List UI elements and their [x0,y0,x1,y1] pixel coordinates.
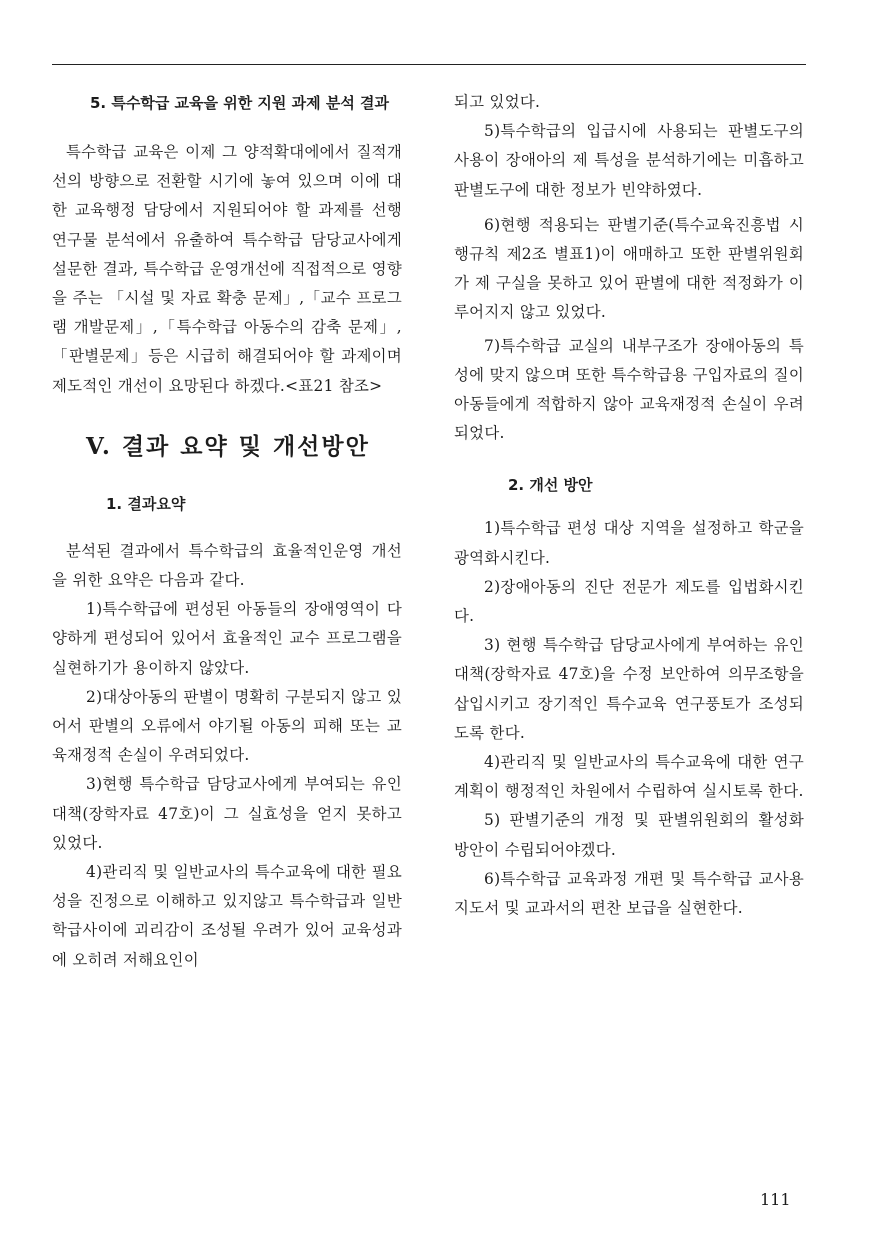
summary-intro: 분석된 결과에서 특수학급의 효율적인운영 개선을 위한 요약은 다음과 같다. [52,541,402,590]
plan-item-4: 4)관리직 및 일반교사의 특수교육에 대한 연구계획이 행정적인 차원에서 수립하여 실시토록 한다. [454,753,804,801]
summary-item-6: 6)현행 적용되는 판별기준(특수교육진흥법 시행규칙 제2조 별표1)이 애매하고 또한 판별위원회가 제 구실을 못하고 있어 판별에 대한 적정화가 이루어지지 않고 있었다. [454,215,804,322]
left-column [52,88,402,975]
top-rule [52,64,806,65]
section5-title: 5. 특수학급 교육을 위한 지원 과제 분석 결과 [90,94,390,112]
right-column [454,88,804,923]
summary-item-7: 7)특수학급 교실의 내부구조가 장애아동의 특성에 맞지 않으며 또한 특수학급용 구입자료의 질이 아동들에게 적합하지 않아 교육재정적 손실이 우려되었다. [454,336,804,443]
summary-item-4-continued: 되고 있었다. [454,93,541,111]
summary-subtitle: 1. 결과요약 [106,494,186,513]
page-number: 111 [760,1190,791,1209]
improvement-subtitle: 2. 개선 방안 [508,476,593,495]
plan-item-6: 6)특수학급 교육과정 개편 및 특수학급 교사용 지도서 및 교과서의 편찬 보급을 실현한다. [454,869,804,918]
chapter-title: V. 결과 요약 및 개선방안 [86,432,370,460]
plan-item-3: 3) 현행 특수학급 담당교사에게 부여하는 유인대책(장학자료 47호)을 수정 보안하여 의무조항을 삽입시키고 장기적인 특수교육 연구풍토가 조성되도록 한다. [454,636,804,742]
plan-item-1: 1)특수학급 편성 대상 지역을 설정하고 학군을 광역화시킨다. [454,519,804,567]
summary-item-2: 2)대상아동의 판별이 명확히 구분되지 않고 있어서 판별의 오류에서 야기될 아동의 피해 또는 교육재정적 손실이 우려되었다. [52,687,402,765]
summary-item-3: 3)현행 특수학급 담당교사에게 부여되는 유인대책(장학자료 47호)이 그 실효성을 얻지 못하고 있었다. [52,775,402,852]
plan-item-2: 2)장애아동의 진단 전문가 제도를 입법화시킨다. [454,577,804,626]
section5-body: 특수학급 교육은 이제 그 양적확대에에서 질적개선의 방향으로 전환할 시기에 놓여 있으며 이에 대한 교육행정 담당에서 지원되어야 할 과제를 선행 연구물 분석에서 유출하여 특수학급 담당교사에게 설문한 결과, 특수학급 운영개선에 직접적으로 영향을 주는 「시설 및 자료 확충 문제」,「교수 프로그램 개발문제」,「특수학급 아동수의 감축 문제」,「판별문제」등은 시급히 해결되어야 할 과제이며 제도적인 개선이 요망된다 하겠다.<표21 참조> [52,143,402,395]
plan-item-5: 5) 판별기준의 개정 및 판별위원회의 활성화 방안이 수립되어야겠다. [454,811,804,859]
summary-item-5: 5)특수학급의 입급시에 사용되는 판별도구의 사용이 장애아의 제 특성을 분석하기에는 미흡하고 판별도구에 대한 정보가 빈약하였다. [454,122,804,199]
summary-item-1: 1)특수학급에 편성된 아동들의 장애영역이 다양하게 편성되어 있어서 효율적인 교수 프로그램을 실현하기가 용이하지 않았다. [52,600,402,677]
summary-item-4: 4)관리직 및 일반교사의 특수교육에 대한 필요성을 진정으로 이해하고 있지않고 특수학급과 일반학급사이에 괴리감이 조성될 우려가 있어 교육성과에 오히려 저해요인이 [52,863,402,969]
